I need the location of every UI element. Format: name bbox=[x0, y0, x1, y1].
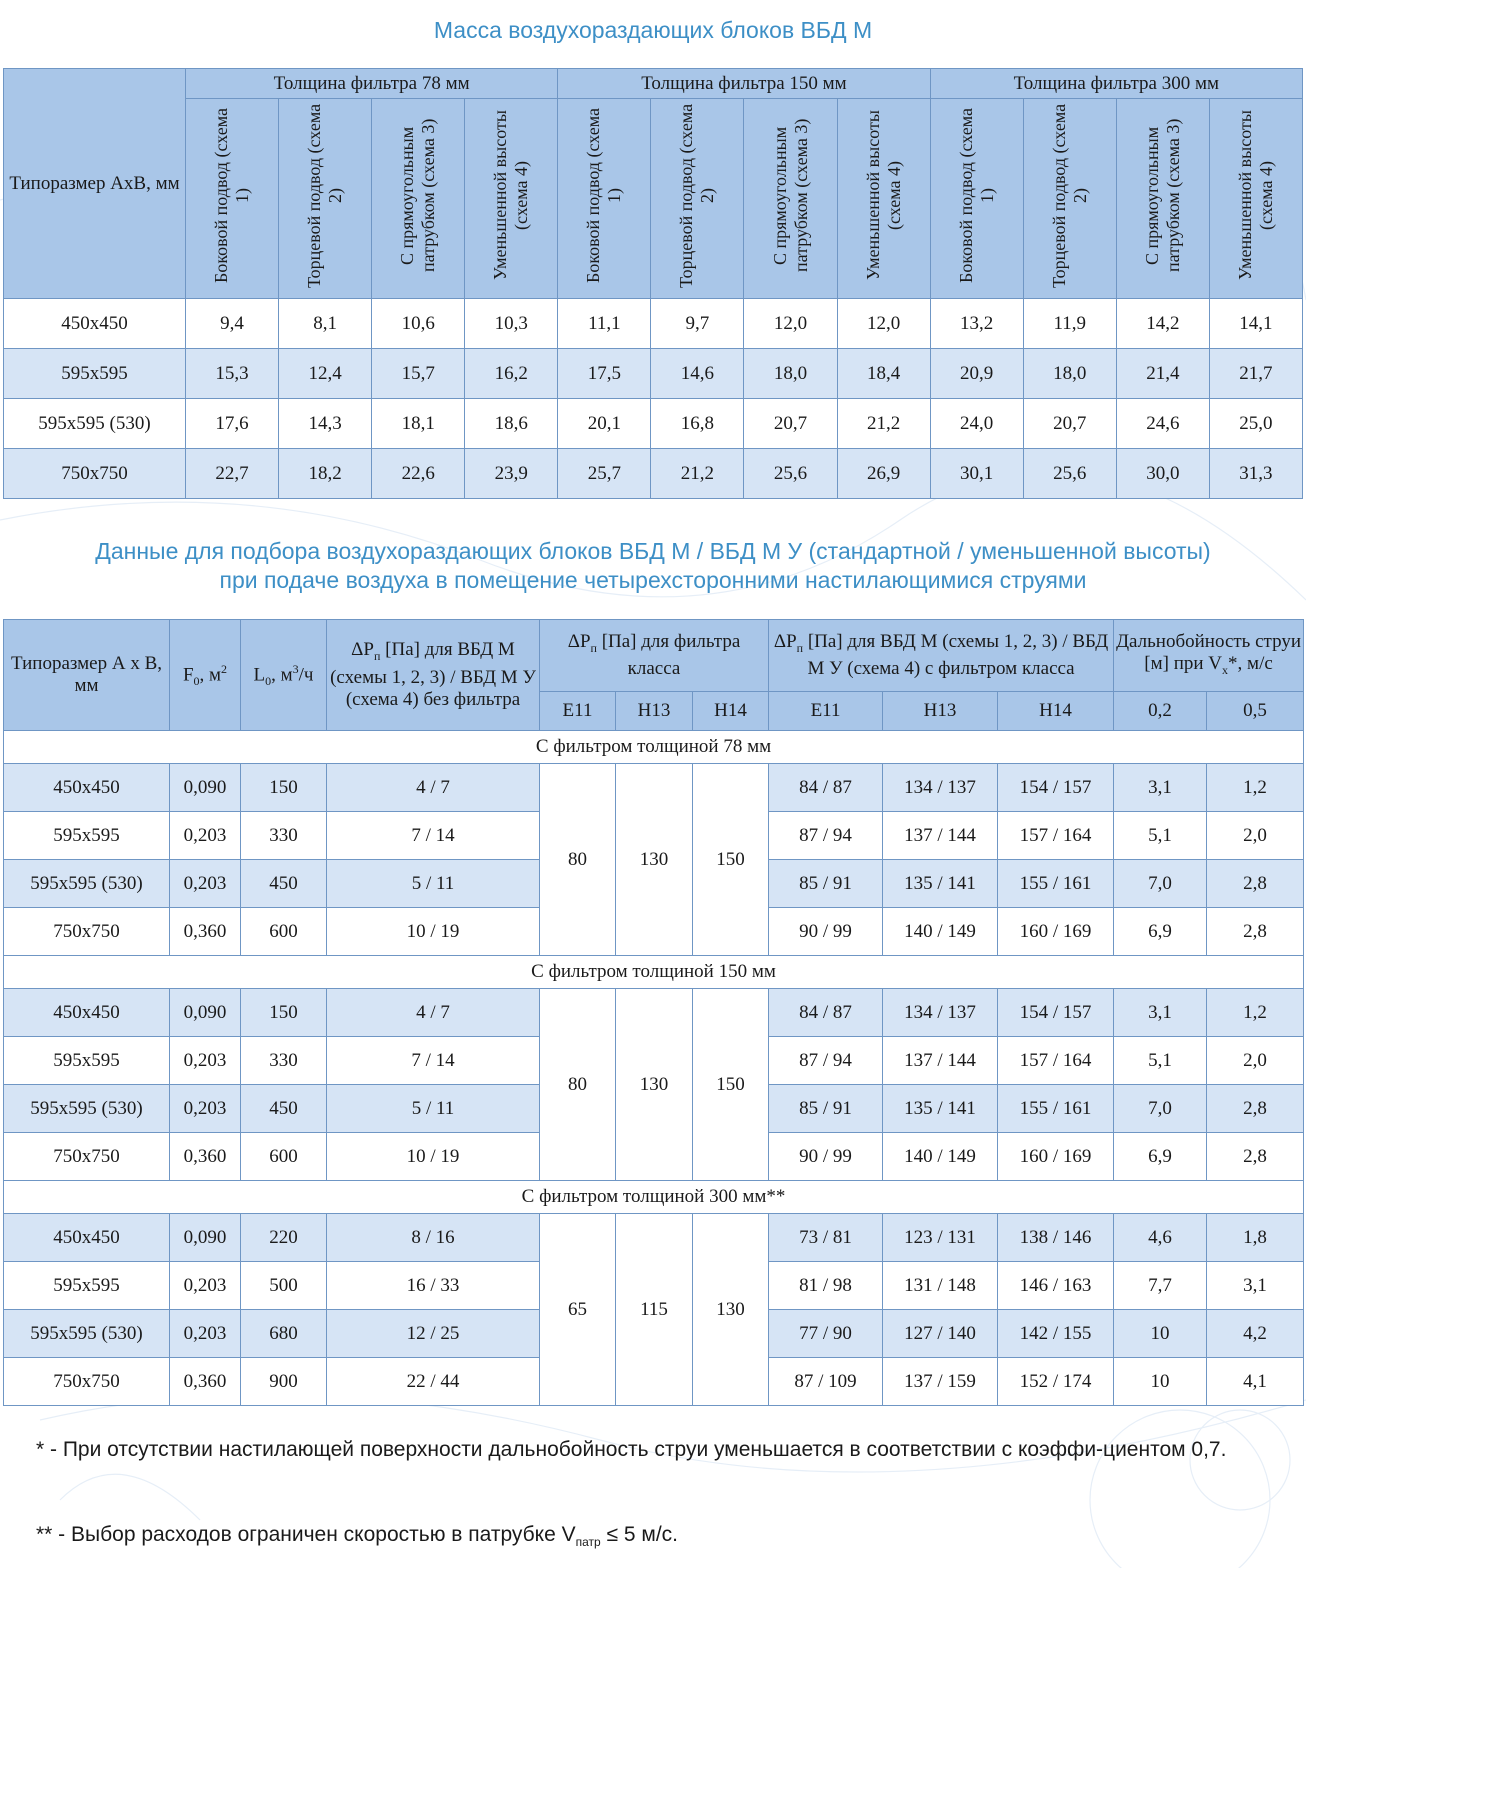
filter-dp-cell: 65 bbox=[540, 1214, 616, 1406]
mass-cell: 15,3 bbox=[186, 349, 279, 399]
size-header: Типоразмер АхВ, мм bbox=[4, 69, 186, 299]
mass-cell: 17,6 bbox=[186, 399, 279, 449]
dp-total-h13-cell: 134 / 137 bbox=[883, 989, 998, 1037]
mass-cell: 24,0 bbox=[930, 399, 1023, 449]
range-0-2-cell: 5,1 bbox=[1114, 1037, 1207, 1085]
mass-cell: 11,1 bbox=[558, 299, 651, 349]
l0-cell: 600 bbox=[241, 908, 327, 956]
f0-cell: 0,203 bbox=[170, 860, 241, 908]
dp-total-e11-cell: 73 / 81 bbox=[769, 1214, 883, 1262]
mass-cell: 23,9 bbox=[465, 449, 558, 499]
dp-total-e11-cell: 81 / 98 bbox=[769, 1262, 883, 1310]
range-0-5-cell: 2,8 bbox=[1207, 908, 1304, 956]
size-header: Типоразмер А х В, мм bbox=[4, 620, 170, 731]
range-0-5-cell: 4,2 bbox=[1207, 1310, 1304, 1358]
mass-cell: 18,6 bbox=[465, 399, 558, 449]
mass-cell: 12,4 bbox=[279, 349, 372, 399]
table2-title-line1: Данные для подбора воздухораздающих блоков ВБД М / ВБД М У (стандартной / уменьшенной высоты) bbox=[95, 538, 1211, 564]
class-h13: H13 bbox=[883, 692, 998, 731]
group-header-150: Толщина фильтра 150 мм bbox=[558, 69, 930, 99]
mass-cell: 21,7 bbox=[1209, 349, 1302, 399]
mass-cell: 24,6 bbox=[1116, 399, 1209, 449]
dp-total-h14-cell: 154 / 157 bbox=[998, 989, 1114, 1037]
dp-total-e11-cell: 87 / 94 bbox=[769, 812, 883, 860]
class-e11: E11 bbox=[540, 692, 616, 731]
dp-total-h14-cell: 146 / 163 bbox=[998, 1262, 1114, 1310]
mass-cell: 20,9 bbox=[930, 349, 1023, 399]
mass-cell: 10,6 bbox=[372, 299, 465, 349]
dp-total-h14-cell: 157 / 164 bbox=[998, 812, 1114, 860]
dp-nofilter-cell: 7 / 14 bbox=[327, 1037, 540, 1085]
f0-cell: 0,090 bbox=[170, 1214, 241, 1262]
range-0-2-cell: 3,1 bbox=[1114, 989, 1207, 1037]
mass-cell: 17,5 bbox=[558, 349, 651, 399]
col-header: Торцевой подвод (схема 2) bbox=[651, 99, 744, 299]
l0-cell: 330 bbox=[241, 1037, 327, 1085]
l0-cell: 900 bbox=[241, 1358, 327, 1406]
size-cell: 595x595 bbox=[4, 349, 186, 399]
table-row bbox=[4, 764, 1304, 812]
l0-cell: 150 bbox=[241, 989, 327, 1037]
range-0-5-cell: 2,0 bbox=[1207, 812, 1304, 860]
mass-cell: 20,7 bbox=[744, 399, 837, 449]
dp-total-h14-cell: 160 / 169 bbox=[998, 1133, 1114, 1181]
range-0-5-cell: 1,2 bbox=[1207, 764, 1304, 812]
f0-cell: 0,090 bbox=[170, 989, 241, 1037]
selection-table bbox=[3, 619, 1304, 1406]
section-row bbox=[4, 731, 1304, 764]
l0-cell: 500 bbox=[241, 1262, 327, 1310]
mass-cell: 14,6 bbox=[651, 349, 744, 399]
footnote-2: ** - Выбор расходов ограничен скоростью в патрубке $V_{патр} \le 5$ м/с. bbox=[36, 1523, 679, 1550]
dp-nofilter-cell: 7 / 14 bbox=[327, 812, 540, 860]
mass-cell: 22,7 bbox=[186, 449, 279, 499]
f0-cell: 0,203 bbox=[170, 1085, 241, 1133]
table-row bbox=[4, 349, 1303, 399]
col-header: Уменьшенной высоты (схема 4) bbox=[1209, 99, 1302, 299]
section-row bbox=[4, 1181, 1304, 1214]
filter-dp-cell: 80 bbox=[540, 989, 616, 1181]
col-header: Боковой подвод (схема 1) bbox=[558, 99, 651, 299]
dp-total-h13-cell: 131 / 148 bbox=[883, 1262, 998, 1310]
table-row bbox=[4, 989, 1304, 1037]
dp-total-e11-cell: 90 / 99 bbox=[769, 908, 883, 956]
size-cell: 595x595 bbox=[4, 1037, 170, 1085]
dp-total-e11-cell: 90 / 99 bbox=[769, 1133, 883, 1181]
filter-dp-cell: 130 bbox=[693, 1214, 769, 1406]
table-row bbox=[4, 299, 1303, 349]
table-row bbox=[4, 1214, 1304, 1262]
f0-cell: 0,360 bbox=[170, 1133, 241, 1181]
mass-cell: 21,4 bbox=[1116, 349, 1209, 399]
mass-cell: 18,2 bbox=[279, 449, 372, 499]
dp-nofilter-cell: 10 / 19 bbox=[327, 908, 540, 956]
l0-cell: 680 bbox=[241, 1310, 327, 1358]
dp-total-h13-cell: 123 / 131 bbox=[883, 1214, 998, 1262]
table1-title: Масса воздухораздающих блоков ВБД М bbox=[433, 17, 873, 43]
f0-cell: 0,203 bbox=[170, 812, 241, 860]
mass-cell: 25,7 bbox=[558, 449, 651, 499]
l0-cell: 330 bbox=[241, 812, 327, 860]
filter-dp-cell: 130 bbox=[616, 989, 693, 1181]
col-header: Уменьшенной высоты (схема 4) bbox=[465, 99, 558, 299]
section-row bbox=[4, 956, 1304, 989]
size-cell: 750x750 bbox=[4, 908, 170, 956]
range-0-2-cell: 4,6 bbox=[1114, 1214, 1207, 1262]
mass-cell: 14,3 bbox=[279, 399, 372, 449]
section-label: С фильтром толщиной 78 мм bbox=[4, 731, 1304, 764]
class-h14: H14 bbox=[998, 692, 1114, 731]
dp-total-h14-cell: 154 / 157 bbox=[998, 764, 1114, 812]
mass-cell: 30,1 bbox=[930, 449, 1023, 499]
size-cell: 450x450 bbox=[4, 764, 170, 812]
dp-total-h14-cell: 155 / 161 bbox=[998, 860, 1114, 908]
size-cell: 750x750 bbox=[4, 1358, 170, 1406]
size-cell: 750x750 bbox=[4, 449, 186, 499]
dp-nofilter-cell: 10 / 19 bbox=[327, 1133, 540, 1181]
group-header-78: Толщина фильтра 78 мм bbox=[186, 69, 558, 99]
range-0-5-cell: 2,8 bbox=[1207, 860, 1304, 908]
dp-nofilter-header: $\Delta P_п$ [Па] для ВБД М (схемы 1, 2, 3) / ВБД М У (схема 4) без фильтра bbox=[327, 620, 540, 731]
dp-total-e11-cell: 77 / 90 bbox=[769, 1310, 883, 1358]
mass-cell: 22,6 bbox=[372, 449, 465, 499]
section-label: С фильтром толщиной 300 мм** bbox=[4, 1181, 1304, 1214]
mass-cell: 12,0 bbox=[837, 299, 930, 349]
mass-cell: 25,6 bbox=[1023, 449, 1116, 499]
col-header: Торцевой подвод (схема 2) bbox=[1023, 99, 1116, 299]
filter-dp-cell: 115 bbox=[616, 1214, 693, 1406]
dp-total-header: $\Delta P_п$ [Па] для ВБД М (схемы 1, 2, 3) / ВБД М У (схема 4) с фильтром класса bbox=[769, 620, 1114, 692]
range-0-5-cell: 4,1 bbox=[1207, 1358, 1304, 1406]
dp-total-h14-cell: 152 / 174 bbox=[998, 1358, 1114, 1406]
dp-total-e11-cell: 87 / 94 bbox=[769, 1037, 883, 1085]
range-0-2-cell: 3,1 bbox=[1114, 764, 1207, 812]
mass-cell: 25,0 bbox=[1209, 399, 1302, 449]
mass-cell: 13,2 bbox=[930, 299, 1023, 349]
range-0-5-cell: 2,0 bbox=[1207, 1037, 1304, 1085]
range-0-2-cell: 5,1 bbox=[1114, 812, 1207, 860]
footnote-1: * - При отсутствии настилающей поверхности дальнобойность струи уменьшается в соответствии с коэффи-циентом 0,7. bbox=[36, 1438, 1227, 1461]
mass-cell: 31,3 bbox=[1209, 449, 1302, 499]
dp-total-e11-cell: 85 / 91 bbox=[769, 860, 883, 908]
dp-total-e11-cell: 87 / 109 bbox=[769, 1358, 883, 1406]
f0-cell: 0,203 bbox=[170, 1310, 241, 1358]
table2-title bbox=[0, 537, 1306, 595]
velocity-0-2: 0,2 bbox=[1114, 692, 1207, 731]
col-header: Торцевой подвод (схема 2) bbox=[279, 99, 372, 299]
mass-cell: 9,7 bbox=[651, 299, 744, 349]
dp-total-h13-cell: 137 / 144 bbox=[883, 812, 998, 860]
f0-cell: 0,203 bbox=[170, 1037, 241, 1085]
l0-cell: 450 bbox=[241, 860, 327, 908]
group-header-300: Толщина фильтра 300 мм bbox=[930, 69, 1302, 99]
filter-dp-cell: 150 bbox=[693, 764, 769, 956]
dp-total-e11-cell: 84 / 87 bbox=[769, 764, 883, 812]
dp-total-h13-cell: 135 / 141 bbox=[883, 1085, 998, 1133]
mass-cell: 18,0 bbox=[1023, 349, 1116, 399]
dp-total-h13-cell: 135 / 141 bbox=[883, 860, 998, 908]
f0-cell: 0,360 bbox=[170, 1358, 241, 1406]
range-0-2-cell: 10 bbox=[1114, 1358, 1207, 1406]
mass-cell: 8,1 bbox=[279, 299, 372, 349]
col-header: Уменьшенной высоты (схема 4) bbox=[837, 99, 930, 299]
mass-cell: 14,1 bbox=[1209, 299, 1302, 349]
dp-total-h14-cell: 138 / 146 bbox=[998, 1214, 1114, 1262]
dp-nofilter-cell: 12 / 25 bbox=[327, 1310, 540, 1358]
size-cell: 450x450 bbox=[4, 1214, 170, 1262]
range-0-2-cell: 10 bbox=[1114, 1310, 1207, 1358]
filter-dp-cell: 130 bbox=[616, 764, 693, 956]
l0-cell: 220 bbox=[241, 1214, 327, 1262]
dp-total-h14-cell: 142 / 155 bbox=[998, 1310, 1114, 1358]
dp-nofilter-cell: 22 / 44 bbox=[327, 1358, 540, 1406]
dp-nofilter-cell: 5 / 11 bbox=[327, 860, 540, 908]
dp-total-h13-cell: 137 / 144 bbox=[883, 1037, 998, 1085]
range-0-5-cell: 2,8 bbox=[1207, 1133, 1304, 1181]
table2-title-line2: при подаче воздуха в помещение четырехсторонними настилающимися струями bbox=[219, 567, 1087, 593]
dp-nofilter-cell: 8 / 16 bbox=[327, 1214, 540, 1262]
f0-header: $F_0$, $м^2$ bbox=[170, 620, 241, 731]
f0-cell: 0,360 bbox=[170, 908, 241, 956]
class-h14: H14 bbox=[693, 692, 769, 731]
mass-cell: 18,1 bbox=[372, 399, 465, 449]
dp-total-h14-cell: 160 / 169 bbox=[998, 908, 1114, 956]
col-header: Боковой подвод (схема 1) bbox=[930, 99, 1023, 299]
dp-nofilter-cell: 16 / 33 bbox=[327, 1262, 540, 1310]
dp-nofilter-cell: 4 / 7 bbox=[327, 989, 540, 1037]
dp-total-e11-cell: 84 / 87 bbox=[769, 989, 883, 1037]
col-header: С прямоугольным патрубком (схема 3) bbox=[372, 99, 465, 299]
dp-total-h14-cell: 157 / 164 bbox=[998, 1037, 1114, 1085]
l0-header: $L_0$, $м^3/ч$ bbox=[241, 620, 327, 731]
filter-dp-cell: 80 bbox=[540, 764, 616, 956]
mass-cell: 18,4 bbox=[837, 349, 930, 399]
mass-cell: 10,3 bbox=[465, 299, 558, 349]
dp-total-e11-cell: 85 / 91 bbox=[769, 1085, 883, 1133]
l0-cell: 450 bbox=[241, 1085, 327, 1133]
col-header: С прямоугольным патрубком (схема 3) bbox=[744, 99, 837, 299]
range-0-5-cell: 2,8 bbox=[1207, 1085, 1304, 1133]
size-cell: 450x450 bbox=[4, 989, 170, 1037]
mass-cell: 9,4 bbox=[186, 299, 279, 349]
size-cell: 595x595 bbox=[4, 1262, 170, 1310]
section-label: С фильтром толщиной 150 мм bbox=[4, 956, 1304, 989]
mass-cell: 30,0 bbox=[1116, 449, 1209, 499]
dp-total-h13-cell: 134 / 137 bbox=[883, 764, 998, 812]
mass-cell: 20,7 bbox=[1023, 399, 1116, 449]
f0-cell: 0,090 bbox=[170, 764, 241, 812]
size-cell: 450x450 bbox=[4, 299, 186, 349]
range-0-2-cell: 6,9 bbox=[1114, 908, 1207, 956]
range-0-2-cell: 7,0 bbox=[1114, 1085, 1207, 1133]
mass-cell: 18,0 bbox=[744, 349, 837, 399]
class-h13: H13 bbox=[616, 692, 693, 731]
size-cell: 595x595 (530) bbox=[4, 399, 186, 449]
dp-nofilter-cell: 5 / 11 bbox=[327, 1085, 540, 1133]
mass-cell: 16,8 bbox=[651, 399, 744, 449]
mass-cell: 16,2 bbox=[465, 349, 558, 399]
col-header: Боковой подвод (схема 1) bbox=[186, 99, 279, 299]
table-row bbox=[4, 399, 1303, 449]
dp-nofilter-cell: 4 / 7 bbox=[327, 764, 540, 812]
size-cell: 595x595 bbox=[4, 812, 170, 860]
mass-table bbox=[3, 68, 1303, 499]
size-cell: 750x750 bbox=[4, 1133, 170, 1181]
mass-cell: 20,1 bbox=[558, 399, 651, 449]
f0-cell: 0,203 bbox=[170, 1262, 241, 1310]
dp-total-h13-cell: 140 / 149 bbox=[883, 908, 998, 956]
velocity-0-5: 0,5 bbox=[1207, 692, 1304, 731]
mass-cell: 12,0 bbox=[744, 299, 837, 349]
range-0-2-cell: 6,9 bbox=[1114, 1133, 1207, 1181]
size-cell: 595x595 (530) bbox=[4, 1085, 170, 1133]
size-cell: 595x595 (530) bbox=[4, 860, 170, 908]
dp-total-h14-cell: 155 / 161 bbox=[998, 1085, 1114, 1133]
class-e11: E11 bbox=[769, 692, 883, 731]
l0-cell: 150 bbox=[241, 764, 327, 812]
range-0-5-cell: 1,2 bbox=[1207, 989, 1304, 1037]
l0-cell: 600 bbox=[241, 1133, 327, 1181]
mass-cell: 21,2 bbox=[837, 399, 930, 449]
size-cell: 595x595 (530) bbox=[4, 1310, 170, 1358]
mass-cell: 26,9 bbox=[837, 449, 930, 499]
mass-cell: 14,2 bbox=[1116, 299, 1209, 349]
range-header: Дальнобойность струи [м] при $V_x*$, м/с bbox=[1114, 620, 1304, 692]
dp-total-h13-cell: 127 / 140 bbox=[883, 1310, 998, 1358]
dp-filter-header: $\Delta P_п$ [Па] для фильтра класса bbox=[540, 620, 769, 692]
range-0-5-cell: 1,8 bbox=[1207, 1214, 1304, 1262]
mass-cell: 25,6 bbox=[744, 449, 837, 499]
range-0-2-cell: 7,7 bbox=[1114, 1262, 1207, 1310]
filter-dp-cell: 150 bbox=[693, 989, 769, 1181]
dp-total-h13-cell: 140 / 149 bbox=[883, 1133, 998, 1181]
col-header: С прямоугольным патрубком (схема 3) bbox=[1116, 99, 1209, 299]
mass-cell: 21,2 bbox=[651, 449, 744, 499]
dp-total-h13-cell: 137 / 159 bbox=[883, 1358, 998, 1406]
table-row bbox=[4, 449, 1303, 499]
mass-cell: 11,9 bbox=[1023, 299, 1116, 349]
mass-cell: 15,7 bbox=[372, 349, 465, 399]
range-0-2-cell: 7,0 bbox=[1114, 860, 1207, 908]
range-0-5-cell: 3,1 bbox=[1207, 1262, 1304, 1310]
